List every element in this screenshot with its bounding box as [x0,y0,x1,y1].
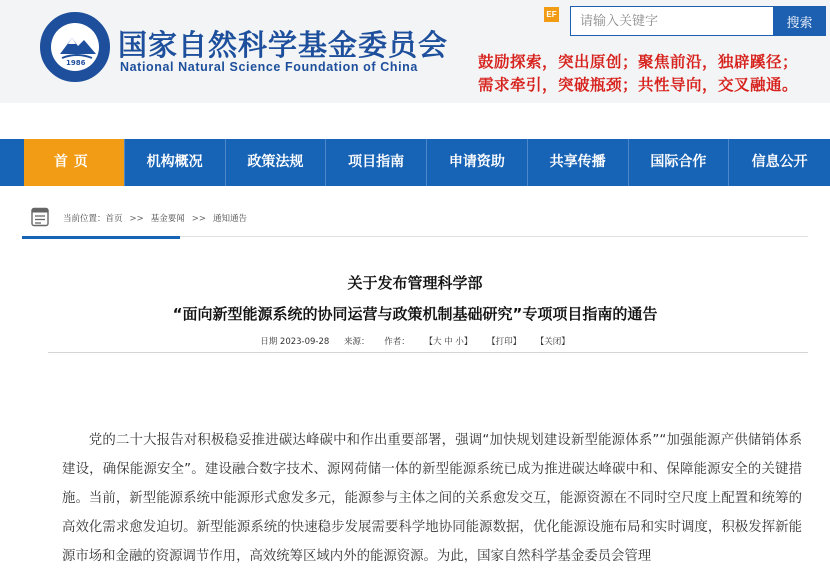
article-title-line-1: 关于发布管理科学部 [347,274,483,292]
breadcrumb-home[interactable]: 首页 [105,214,123,224]
site-title-cn[interactable]: 国家自然科学基金委员会 [118,28,449,62]
article-meta [0,335,830,347]
search-input[interactable] [570,6,774,36]
nav-item-guide[interactable]: 项目指南 [326,139,427,186]
meta-divider [48,352,808,353]
font-size-toggle[interactable]: 【大 中 小】 [424,337,473,347]
english-site-link[interactable]: EF [544,7,559,22]
logo-year: 1986 [66,59,86,67]
document-icon [30,207,50,227]
meta-source-label: 来源： [344,337,370,347]
nav-item-disclosure[interactable]: 信息公开 [751,154,808,170]
close-link[interactable]: 【关闭】 [535,337,570,347]
breadcrumb-prefix: 当前位置： [63,214,106,224]
breadcrumb-separator: >> [129,214,144,224]
nav-item-about[interactable]: 机构概况 [125,139,226,186]
article-paragraph: 党的二十大报告对积极稳妥推进碳达峰碳中和作出重要部署，强调“加快规划建设新型能源体系”“加强能源产供储销体系建设，确保能源安全”。建设融合数字技术、源网荷储一体的新型能源系统已成为推进碳达峰碳中和、保障能源安全的关键措施。当前，新型能源系统中能源形式愈发多元，能源参与主体之间的关系愈发交互，能源资源在不同时空尺度上配置和统筹的高效化需求愈发迫切。新型能源系统的快速稳步发展需要科学地协同能源数据，优化能源设施布局和实时调度，积极发挥新能源市场和金融的资源调节作用，高效统筹区域内外的能源资源。为此，国家自然科学基金委员会管理 [62,433,802,564]
site-header [0,0,830,103]
meta-author-label: 作者： [384,337,410,347]
print-link[interactable]: 【打印】 [487,337,522,347]
breadcrumb-underline [22,236,180,239]
nav-item-home[interactable]: 首页 [24,139,125,186]
meta-date [260,337,329,347]
breadcrumb-notices[interactable]: 通知通告 [213,214,248,224]
search-button[interactable]: 搜索 [773,6,826,36]
slogan-line-1: 鼓励探索，突出原创；聚焦前沿，独辟蹊径； [478,52,799,71]
article-title-line-2: “面向新型能源系统的协同运营与政策机制基础研究”专项项目指南的通告 [172,305,658,323]
breadcrumb [63,212,247,224]
breadcrumb-news[interactable]: 基金要闻 [150,214,185,224]
nsfc-logo[interactable] [40,12,110,82]
article-body [62,426,802,571]
nav-item-policy[interactable]: 政策法规 [226,139,327,186]
meta-date-label: 日期 [260,337,278,347]
slogan-line-2: 需求牵引，突破瓶颈；共性导向，交叉融通。 [478,75,799,94]
nav-item-apply[interactable]: 申请资助 [427,139,528,186]
site-title-en[interactable]: National Natural Science Foundation of China [120,60,418,74]
nav-item-share[interactable]: 共享传播 [528,139,629,186]
meta-date-value: 2023-09-28 [279,337,330,347]
logo-emblem-icon [42,14,112,84]
main-nav [0,139,830,186]
breadcrumb-separator: >> [191,214,207,224]
nav-item-international[interactable]: 国际合作 [629,139,730,186]
